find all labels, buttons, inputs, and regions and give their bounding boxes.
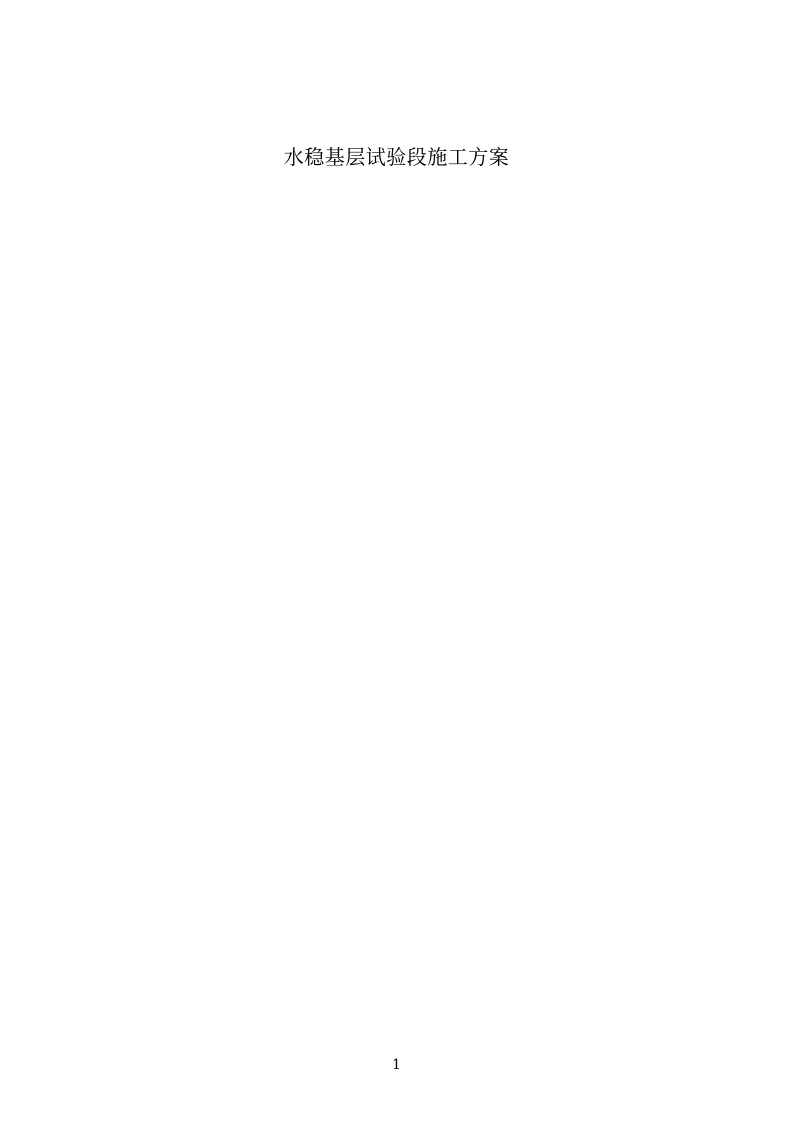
- page-number: 1: [392, 1057, 401, 1073]
- document-title: 水稳基层试验段施工方案: [283, 145, 510, 169]
